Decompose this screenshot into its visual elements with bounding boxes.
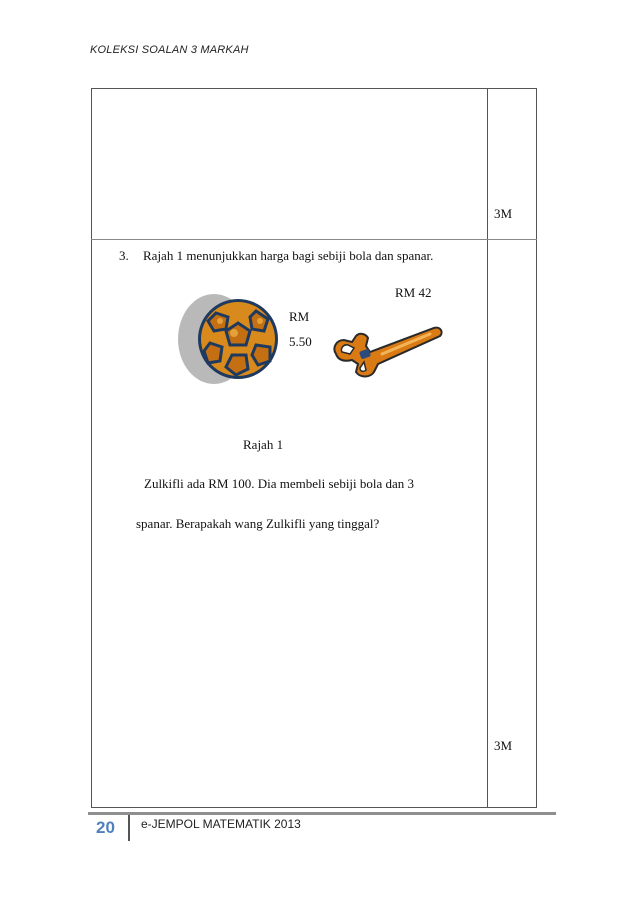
marks-label-top: 3M [494,206,513,221]
question-number: 3. [119,248,129,263]
footer-title: e-JEMPOL MATEMATIK 2013 [141,817,301,831]
marks-column-divider [487,88,488,808]
marks-label-bottom: 3M [494,738,513,753]
ball-price-amount: 5.50 [289,334,312,349]
footer-separator [128,815,130,841]
wrench-icon [328,316,444,382]
wrench-price: RM 42 [395,285,432,300]
ball-price-currency: RM [289,309,310,324]
football-icon [176,293,288,385]
question-text-line-1: Zulkifli ada RM 100. Dia membeli sebiji bola dan 3 [144,476,415,491]
footer-rule [88,812,556,815]
figure-caption: Rajah 1 [243,437,284,452]
page-header: KOLEKSI SOALAN 3 MARKAH [90,44,249,56]
page-number: 20 [96,818,115,837]
question-intro: Rajah 1 menunjukkan harga bagi sebiji bola dan spanar. [143,248,434,263]
row-divider [91,239,537,240]
question-text-line-2: spanar. Berapakah wang Zulkifli yang tinggal? [136,516,380,531]
answer-table [91,88,537,808]
